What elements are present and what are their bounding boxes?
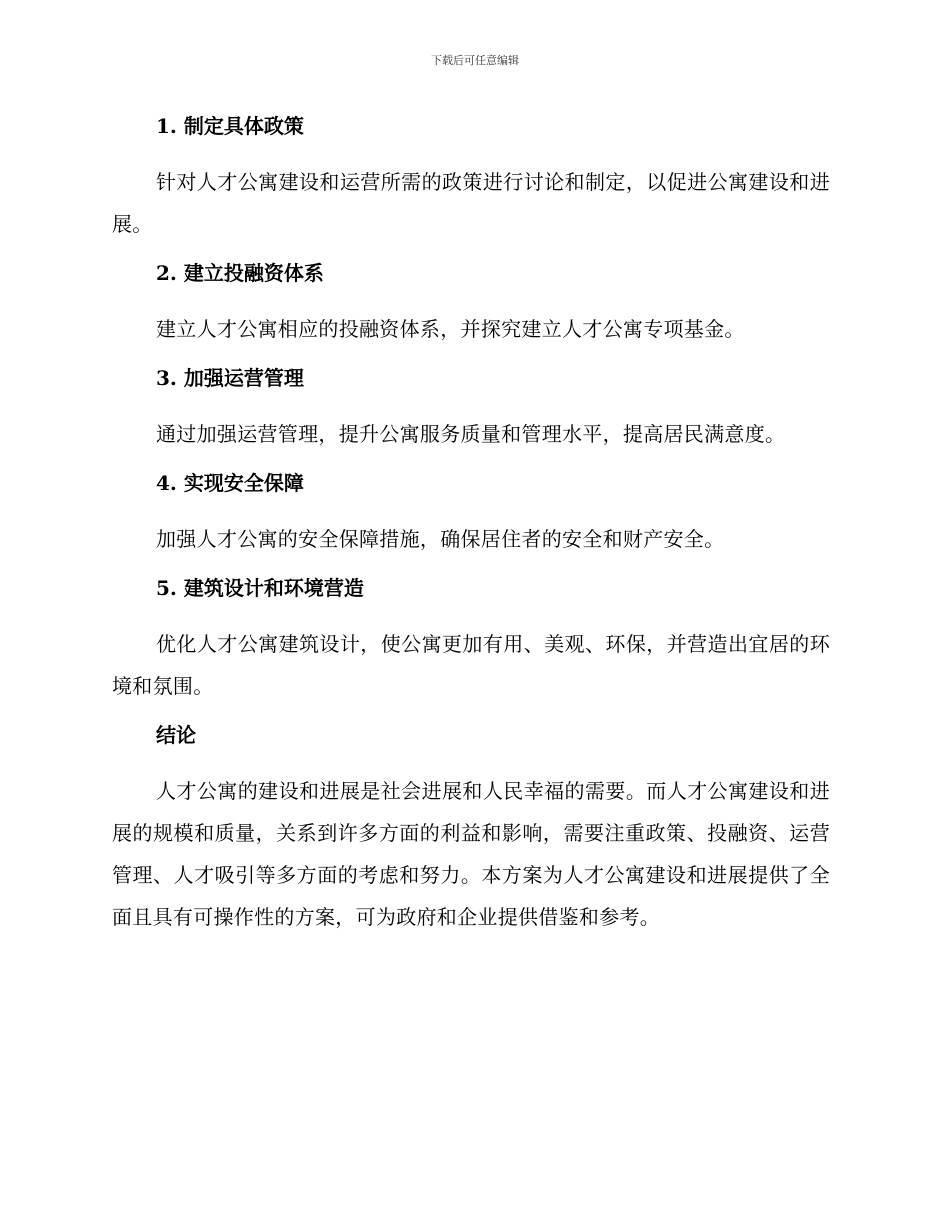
- section-heading-operations: 3. 加强运营管理: [156, 366, 304, 390]
- section-heading-policy: 1. 制定具体政策: [156, 114, 304, 138]
- section-heading-financing: 2. 建立投融资体系: [156, 261, 324, 285]
- page-header-note: 下载后可任意编辑: [431, 54, 519, 67]
- section-heading-design: 5. 建筑设计和环境营造: [156, 576, 364, 600]
- section-body-policy: 针对人才公寓建设和运营所需的政策进行讨论和制定，以促进公寓建设和进展。: [112, 170, 830, 236]
- section-body-safety: 加强人才公寓的安全保障措施，确保居住者的安全和财产安全。: [156, 527, 725, 551]
- section-body-conclusion: 人才公寓的建设和进展是社会进展和人民幸福的需要。而人才公寓建设和进展的规模和质量，关系到许多方面的利益和影响，需要注重政策、投融资、运营管理、人才吸引等多方面的考虑和努力。本方案为人才公寓建设和进展提供了全面且具有可操作性的方案，可为政府和企业提供借鉴和参考。: [112, 779, 830, 929]
- section-heading-conclusion: 结论: [156, 723, 196, 747]
- section-body-design: 优化人才公寓建筑设计，使公寓更加有用、美观、环保，并营造出宜居的环境和氛围。: [112, 632, 830, 698]
- section-body-operations: 通过加强运营管理，提升公寓服务质量和管理水平，提高居民满意度。: [156, 422, 786, 446]
- section-body-financing: 建立人才公寓相应的投融资体系，并探究建立人才公寓专项基金。: [156, 317, 745, 341]
- document-body: [112, 110, 830, 938]
- section-heading-safety: 4. 实现安全保障: [156, 471, 304, 495]
